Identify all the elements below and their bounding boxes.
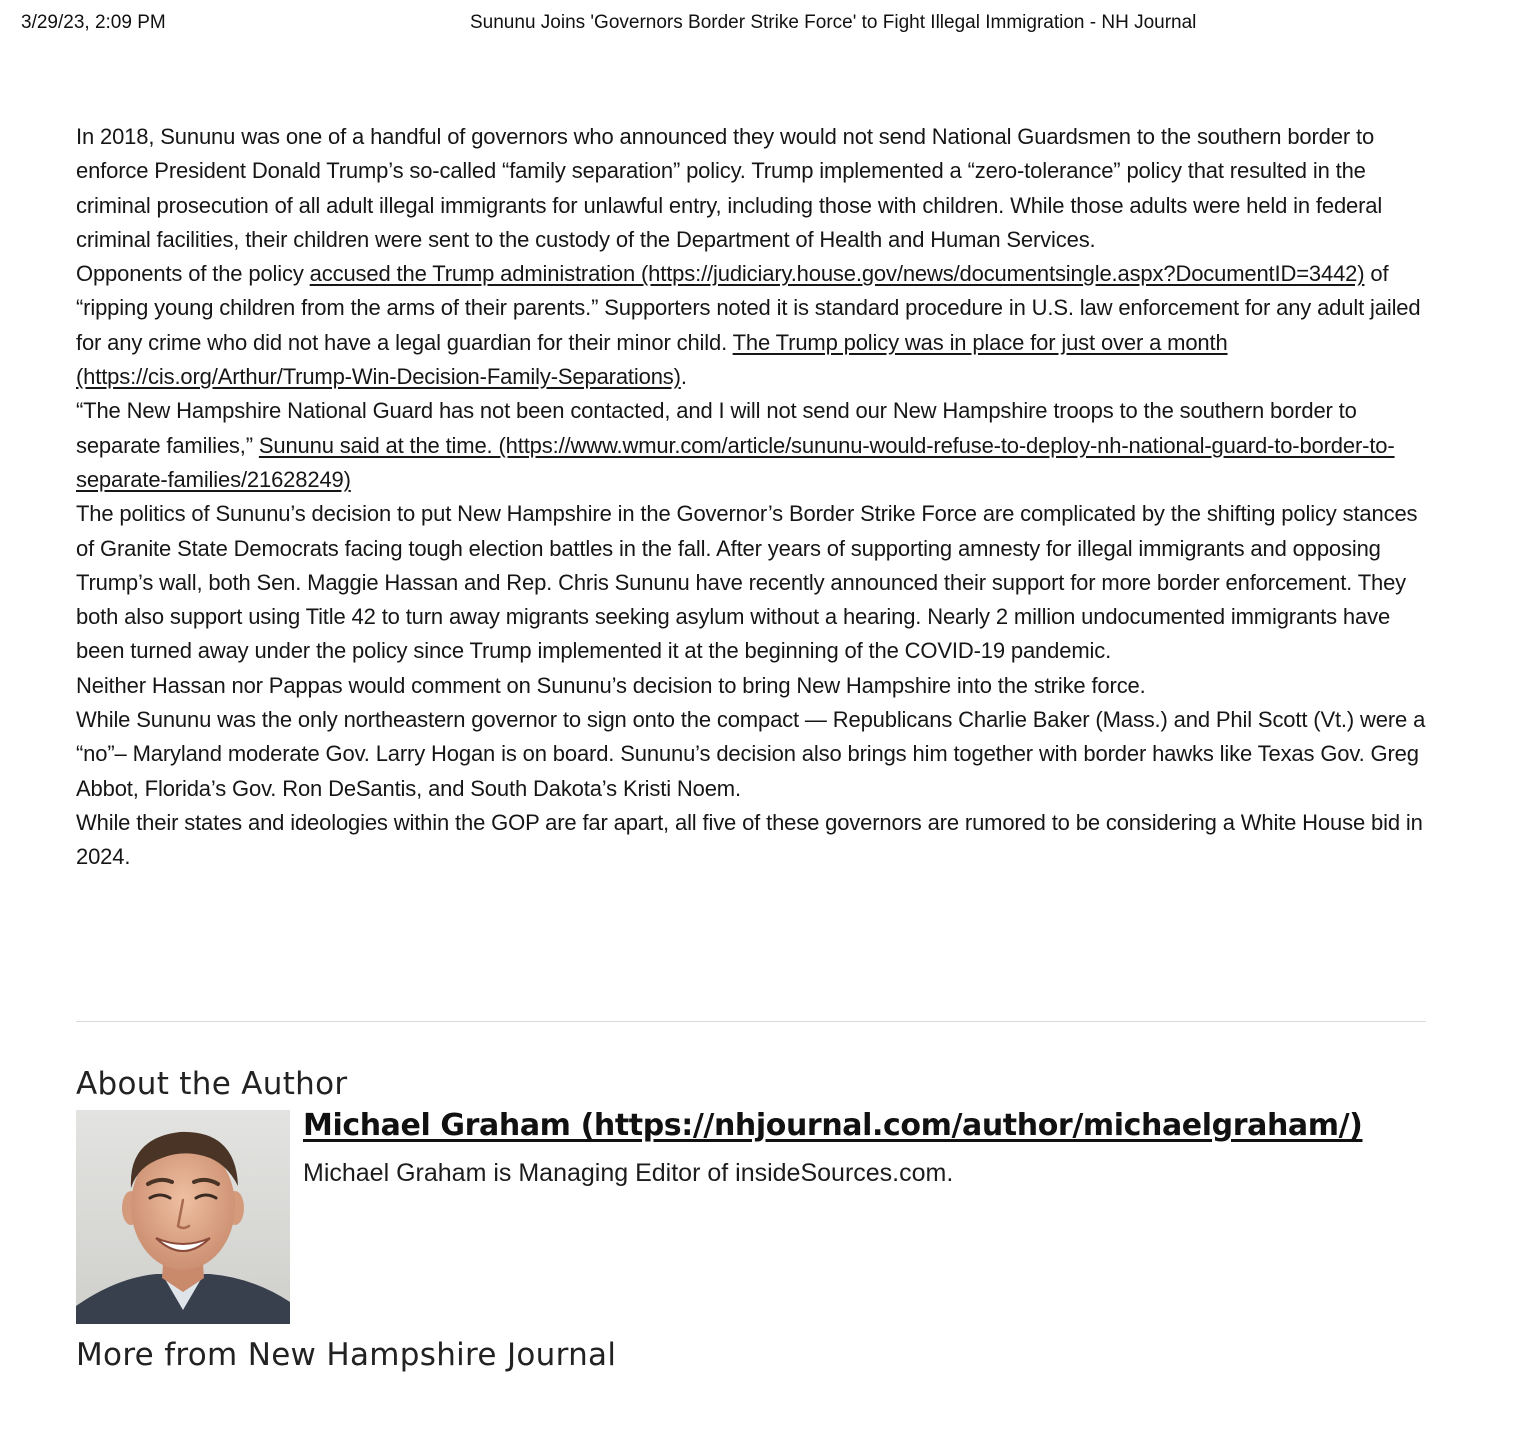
- cis-link[interactable]: The Trump policy was in place for just over a month (https://cis.org/Arthur/Trump-Win-Decision-Family-Separations): [76, 329, 1228, 390]
- article-paragraph-7: While their states and ideologies within the GOP are far apart, all five of these governors are rumored to be considering a White House bid in 2024.: [76, 809, 1423, 870]
- about-author-heading: About the Author: [76, 1066, 348, 1102]
- wmur-link[interactable]: Sununu said at the time. (https://www.wmur.com/article/sununu-would-refuse-to-deploy-nh-national-guard-to-border-to-separate-families/21628249): [76, 432, 1395, 492]
- article-paragraph-6: While Sununu was the only northeastern governor to sign onto the compact — Republicans Charlie Baker (Mass.) and Phil Scott (Vt.) were a “no”– Maryland moderate Gov. Larry Hogan is on board. Sununu’s decision also brings him together with border hawks like Texas Gov. Greg Abbot, Florida’s Gov. Ron DeSantis, and South Dakota’s Kristi Noem.: [76, 707, 1426, 801]
- author-avatar: [76, 1110, 290, 1324]
- article-paragraph-3: [76, 394, 1428, 497]
- more-from-heading: More from New Hampshire Journal: [76, 1337, 617, 1373]
- paragraph-text: .: [680, 364, 687, 390]
- article-paragraph-5: Neither Hassan nor Pappas would comment on Sununu’s decision to bring New Hampshire into the strike force.: [76, 672, 1146, 698]
- paragraph-text: of “ripping young children from the arms of their parents.” Supporters noted it is standard procedure in U.S. law enforcement for any adult jailed for any crime who did not have a legal guardian for their minor child.: [76, 261, 1421, 355]
- print-header: [0, 12, 1523, 38]
- judiciary-link[interactable]: accused the Trump administration (https://judiciary.house.gov/news/documentsingle.aspx?DocumentID=3442): [309, 261, 1365, 287]
- author-name-link[interactable]: Michael Graham (https://nhjournal.com/author/michaelgraham/): [303, 1108, 1363, 1143]
- article-paragraph-2: [76, 257, 1428, 394]
- paragraph-text: Opponents of the policy: [76, 261, 310, 287]
- section-divider: [76, 1021, 1426, 1022]
- print-page-title: Sununu Joins 'Governors Border Strike Force' to Fight Illegal Immigration - NH Journal: [470, 12, 1197, 33]
- paragraph-text: “The New Hampshire National Guard has not been contacted, and I will not send our New Hampshire troops to the southern border to separate families,”: [76, 398, 1357, 458]
- article-paragraph-1: In 2018, Sununu was one of a handful of governors who announced they would not send National Guardsmen to the southern border to enforce President Donald Trump’s so-called “family separation” policy. Trump implemented a “zero-tolerance” policy that resulted in the criminal prosecution of all adult illegal immigrants for unlawful entry, including those with children. While those adults were held in federal criminal facilities, their children were sent to the custody of the Department of Health and Human Services.: [76, 124, 1383, 252]
- author-bio: Michael Graham is Managing Editor of insideSources.com.: [303, 1159, 954, 1187]
- article-paragraph-4: The politics of Sununu’s decision to put New Hampshire in the Governor’s Border Strike Force are complicated by the shifting policy stances of Granite State Democrats facing tough election battles in the fall. After years of supporting amnesty for illegal immigrants and opposing Trump’s wall, both Sen. Maggie Hassan and Rep. Chris Sununu have recently announced their support for more border enforcement. They both also support using Title 42 to turn away migrants seeking asylum without a hearing. Nearly 2 million undocumented immigrants have been turned away under the policy since Trump implemented it at the beginning of the COVID-19 pandemic.: [76, 501, 1418, 664]
- article-body: [76, 120, 1428, 875]
- print-date: 3/29/23, 2:09 PM: [21, 12, 166, 33]
